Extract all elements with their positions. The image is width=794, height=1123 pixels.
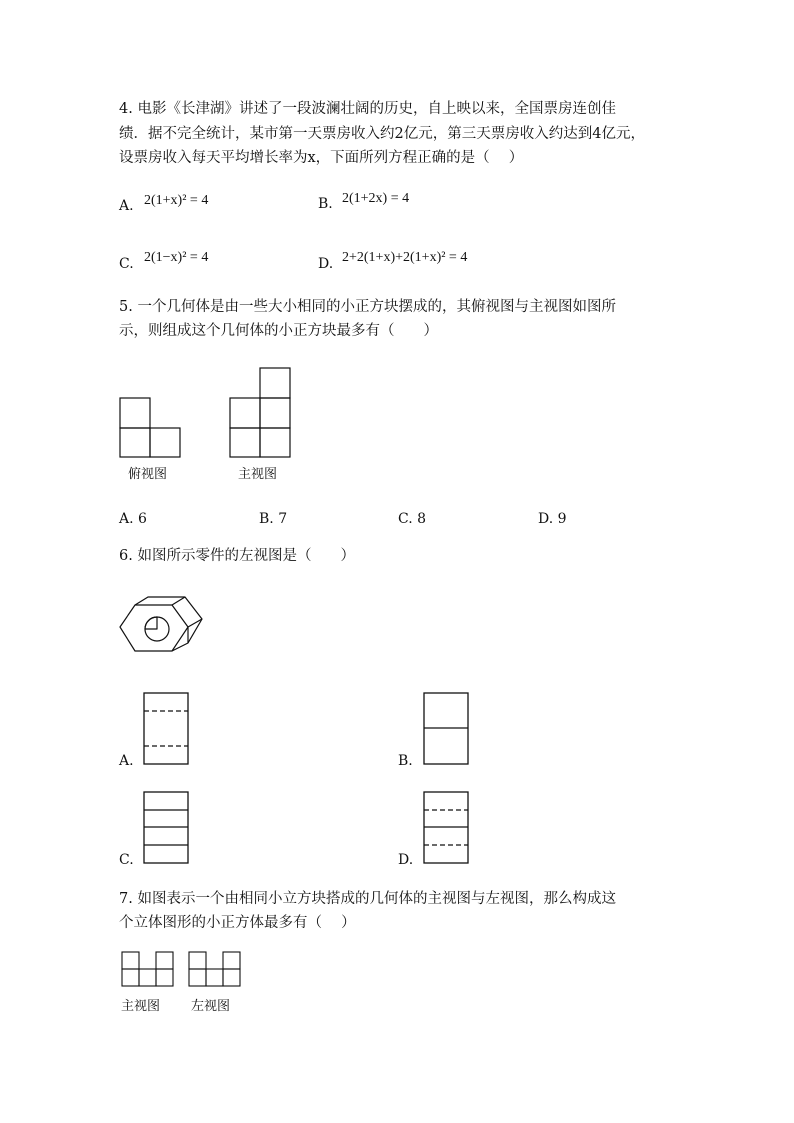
q7-text-line1: 7. 如图表示一个由相同小立方块搭成的几何体的主视图与左视图，那么构成这 bbox=[119, 891, 616, 907]
q4-text-line2: 绩．据不完全统计，某市第一天票房收入约2亿元，第三天票房收入约达到4亿元， bbox=[119, 126, 645, 142]
q5-front-view-caption: 主视图 bbox=[238, 467, 278, 482]
q5-option-d-value: 9 bbox=[557, 511, 567, 527]
q7-text-line2: 个立体图形的小正方体最多有（ ） bbox=[119, 915, 356, 931]
q6-option-d-label: D. bbox=[398, 852, 414, 868]
q5-option-d-label: D. bbox=[538, 511, 554, 527]
q5-option-a bbox=[119, 511, 147, 527]
q6-text-line1: 6. 如图所示零件的左视图是（ ） bbox=[119, 548, 355, 564]
q4-option-d-label: D. bbox=[318, 256, 334, 272]
q5-option-a-label: A. bbox=[119, 511, 134, 527]
q6-option-c-label: C. bbox=[119, 852, 134, 868]
q5-top-view-caption: 俯视图 bbox=[128, 467, 168, 482]
q4-option-d-equation: 2+2(1+x)+2(1+x)² = 4 bbox=[342, 250, 468, 265]
q7-front-view-figure bbox=[121, 951, 174, 987]
q6-option-b-figure bbox=[423, 692, 470, 766]
q6-option-a-label: A. bbox=[119, 753, 134, 769]
q7-front-view-caption: 主视图 bbox=[121, 999, 161, 1014]
q6-hex-nut-figure bbox=[118, 595, 213, 663]
q5-front-view-figure bbox=[229, 367, 293, 458]
q5-option-c-value: 8 bbox=[417, 511, 427, 527]
q4-option-c-label: C. bbox=[119, 256, 134, 272]
q5-option-b-value: 7 bbox=[278, 511, 288, 527]
q5-option-b bbox=[259, 511, 287, 527]
q5-option-c bbox=[398, 511, 426, 527]
q6-option-d-figure bbox=[423, 791, 470, 865]
q4-text-line3: 设票房收入每天平均增长率为x，下面所列方程正确的是（ ） bbox=[119, 150, 524, 166]
q5-option-c-label: C. bbox=[398, 511, 413, 527]
q6-option-a-figure bbox=[143, 692, 190, 766]
q6-option-c-figure bbox=[143, 791, 190, 865]
q5-text-line2: 示，则组成这个几何体的小正方块最多有（ ） bbox=[119, 323, 438, 339]
q5-top-view-figure bbox=[119, 397, 183, 458]
q4-option-c-equation: 2(1−x)² = 4 bbox=[144, 250, 209, 265]
q4-option-a-equation: 2(1+x)² = 4 bbox=[144, 193, 209, 208]
q5-option-b-label: B. bbox=[259, 511, 274, 527]
q4-text-line1: 4. 电影《长津湖》讲述了一段波澜壮阔的历史，自上映以来，全国票房连创佳 bbox=[119, 101, 616, 117]
q7-left-view-caption: 左视图 bbox=[191, 999, 231, 1014]
q7-left-view-figure bbox=[188, 951, 241, 987]
q5-option-d bbox=[538, 511, 567, 527]
q6-option-b-label: B. bbox=[398, 753, 413, 769]
q4-option-b-label: B. bbox=[318, 196, 333, 212]
q4-option-a-label: A. bbox=[119, 198, 134, 214]
q5-option-a-value: 6 bbox=[138, 511, 147, 527]
q5-text-line1: 5. 一个几何体是由一些大小相同的小正方块摆成的，其俯视图与主视图如图所 bbox=[119, 299, 616, 315]
q4-option-b-equation: 2(1+2x) = 4 bbox=[342, 191, 410, 206]
